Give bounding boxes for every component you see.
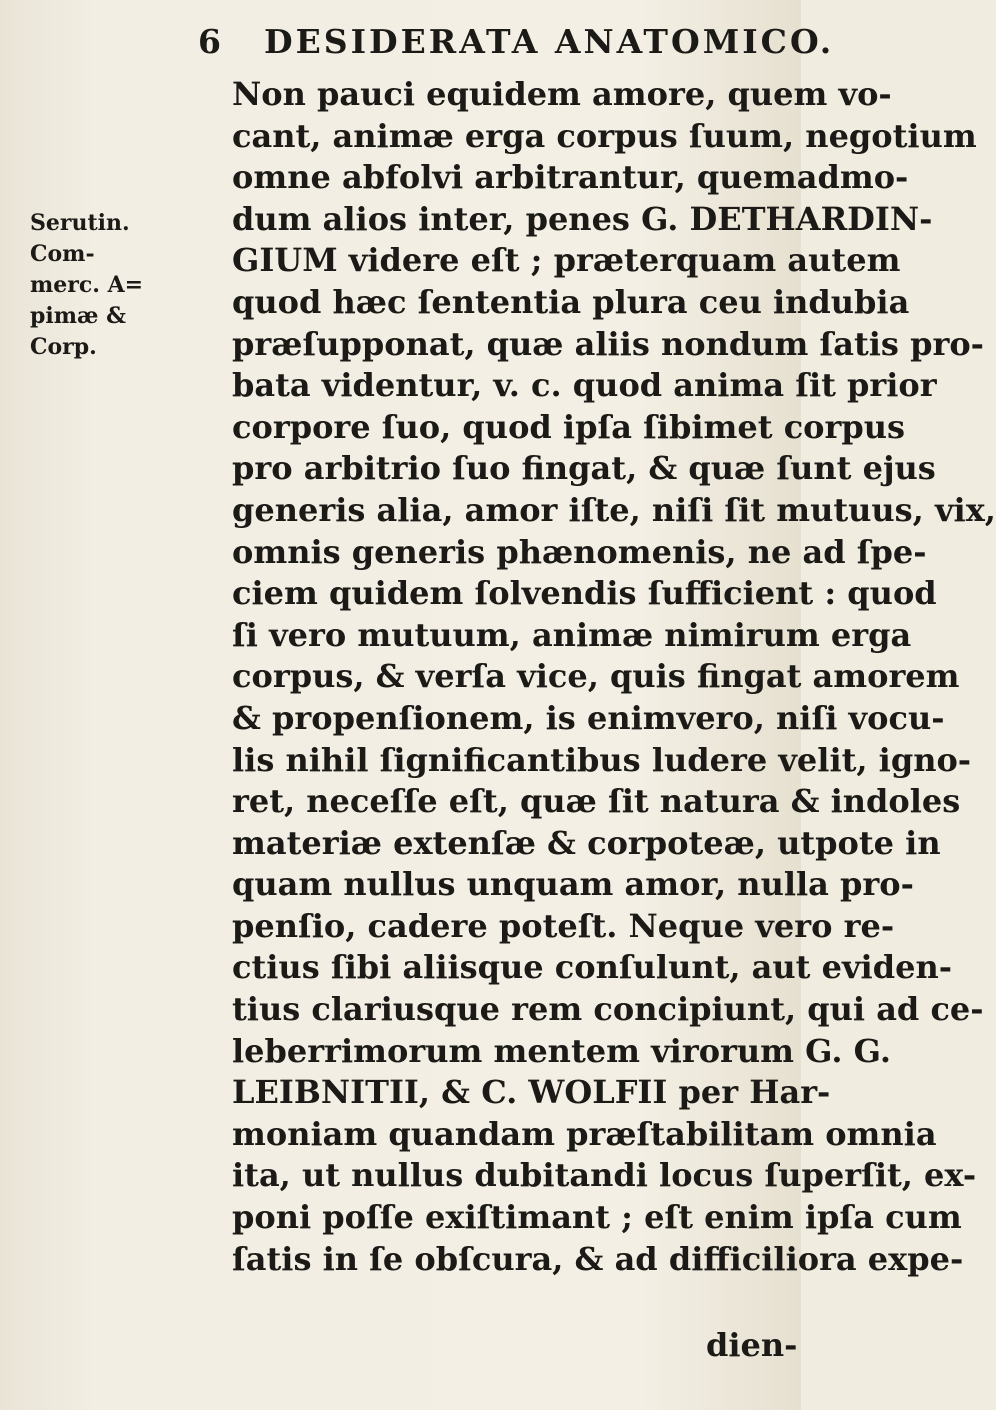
running-header <box>198 22 834 61</box>
text-line: præſupponat, quæ aliis nondum ſatis pro- <box>232 324 984 363</box>
text-line: ſi vero mutuum, animæ nimirum erga <box>232 615 912 654</box>
text-line: moniam quandam præſtabilitam omnia <box>232 1114 937 1153</box>
margin-note-line: Serutin. <box>30 210 130 236</box>
margin-note-line: Com- <box>30 241 95 267</box>
text-line: dum alios inter, penes G. DETHARDIN- <box>232 199 933 238</box>
text-line: materiæ extenſæ & corpoteæ, utpote in <box>232 823 941 862</box>
text-line: leberrimorum mentem virorum G. G. <box>232 1031 891 1070</box>
text-line: GIUM videre eſt ; præterquam autem <box>232 241 901 280</box>
margin-note-line: merc. A= <box>30 272 144 298</box>
text-line: omnis generis phænomenis, ne ad ſpe- <box>232 532 927 571</box>
text-line: bata videntur, v. c. quod anima ſit prior <box>232 366 937 405</box>
margin-note <box>30 208 144 363</box>
text-line: quam nullus unquam amor, nulla pro- <box>232 865 914 904</box>
text-line: ciem quidem ſolvendis ſufficient : quod <box>232 574 937 613</box>
text-line: penſio, cadere poteſt. Neque vero re- <box>232 906 895 945</box>
text-line: poni poſſe exiſtimant ; eſt enim ipſa cum <box>232 1198 962 1237</box>
text-line: ret, neceſſe eſt, quæ ſit natura & indoles <box>232 782 961 821</box>
text-line: Non pauci equidem amore, quem vo- <box>232 75 892 113</box>
text-line: pro arbitrio ſuo fingat, & quæ ſunt ejus <box>232 449 936 488</box>
text-line: corpus, & verſa vice, quis fingat amorem <box>232 657 960 696</box>
text-line: tius clariusque rem concipiunt, qui ad ce- <box>232 990 984 1029</box>
text-line: corpore ſuo, quod ipſa ſibimet corpus <box>232 407 906 446</box>
text-line: ctius ſibi aliisque conſulunt, aut eviden- <box>232 948 952 987</box>
body-text <box>232 74 996 1280</box>
text-line: & propenſionem, is enimvero, niſi vocu- <box>232 698 945 737</box>
text-line: lis nihil ſignificantibus ludere velit, igno- <box>232 740 972 779</box>
text-line: ſatis in ſe obſcura, & ad difficiliora expe- <box>232 1239 964 1278</box>
page-number: 6 <box>198 22 224 61</box>
margin-note-line: pimæ & <box>30 303 126 329</box>
text-line: quod hæc ſententia plura ceu indubia <box>232 282 910 321</box>
margin-note-line: Corp. <box>30 334 97 360</box>
text-line: cant, animæ erga corpus ſuum, negotium <box>232 116 977 155</box>
catchword: dien- <box>706 1326 798 1364</box>
running-title: DESIDERATA ANATOMICO. <box>263 22 835 61</box>
text-line: ita, ut nullus dubitandi locus ſuperſit, ex- <box>232 1156 977 1195</box>
text-line: omne abfolvi arbitrantur, quemadmo- <box>232 158 909 197</box>
text-line: generis alia, amor iſte, niſi ſit mutuus, vix, <box>232 490 996 529</box>
text-line: LEIBNITII, & C. WOLFII per Har- <box>232 1073 831 1112</box>
